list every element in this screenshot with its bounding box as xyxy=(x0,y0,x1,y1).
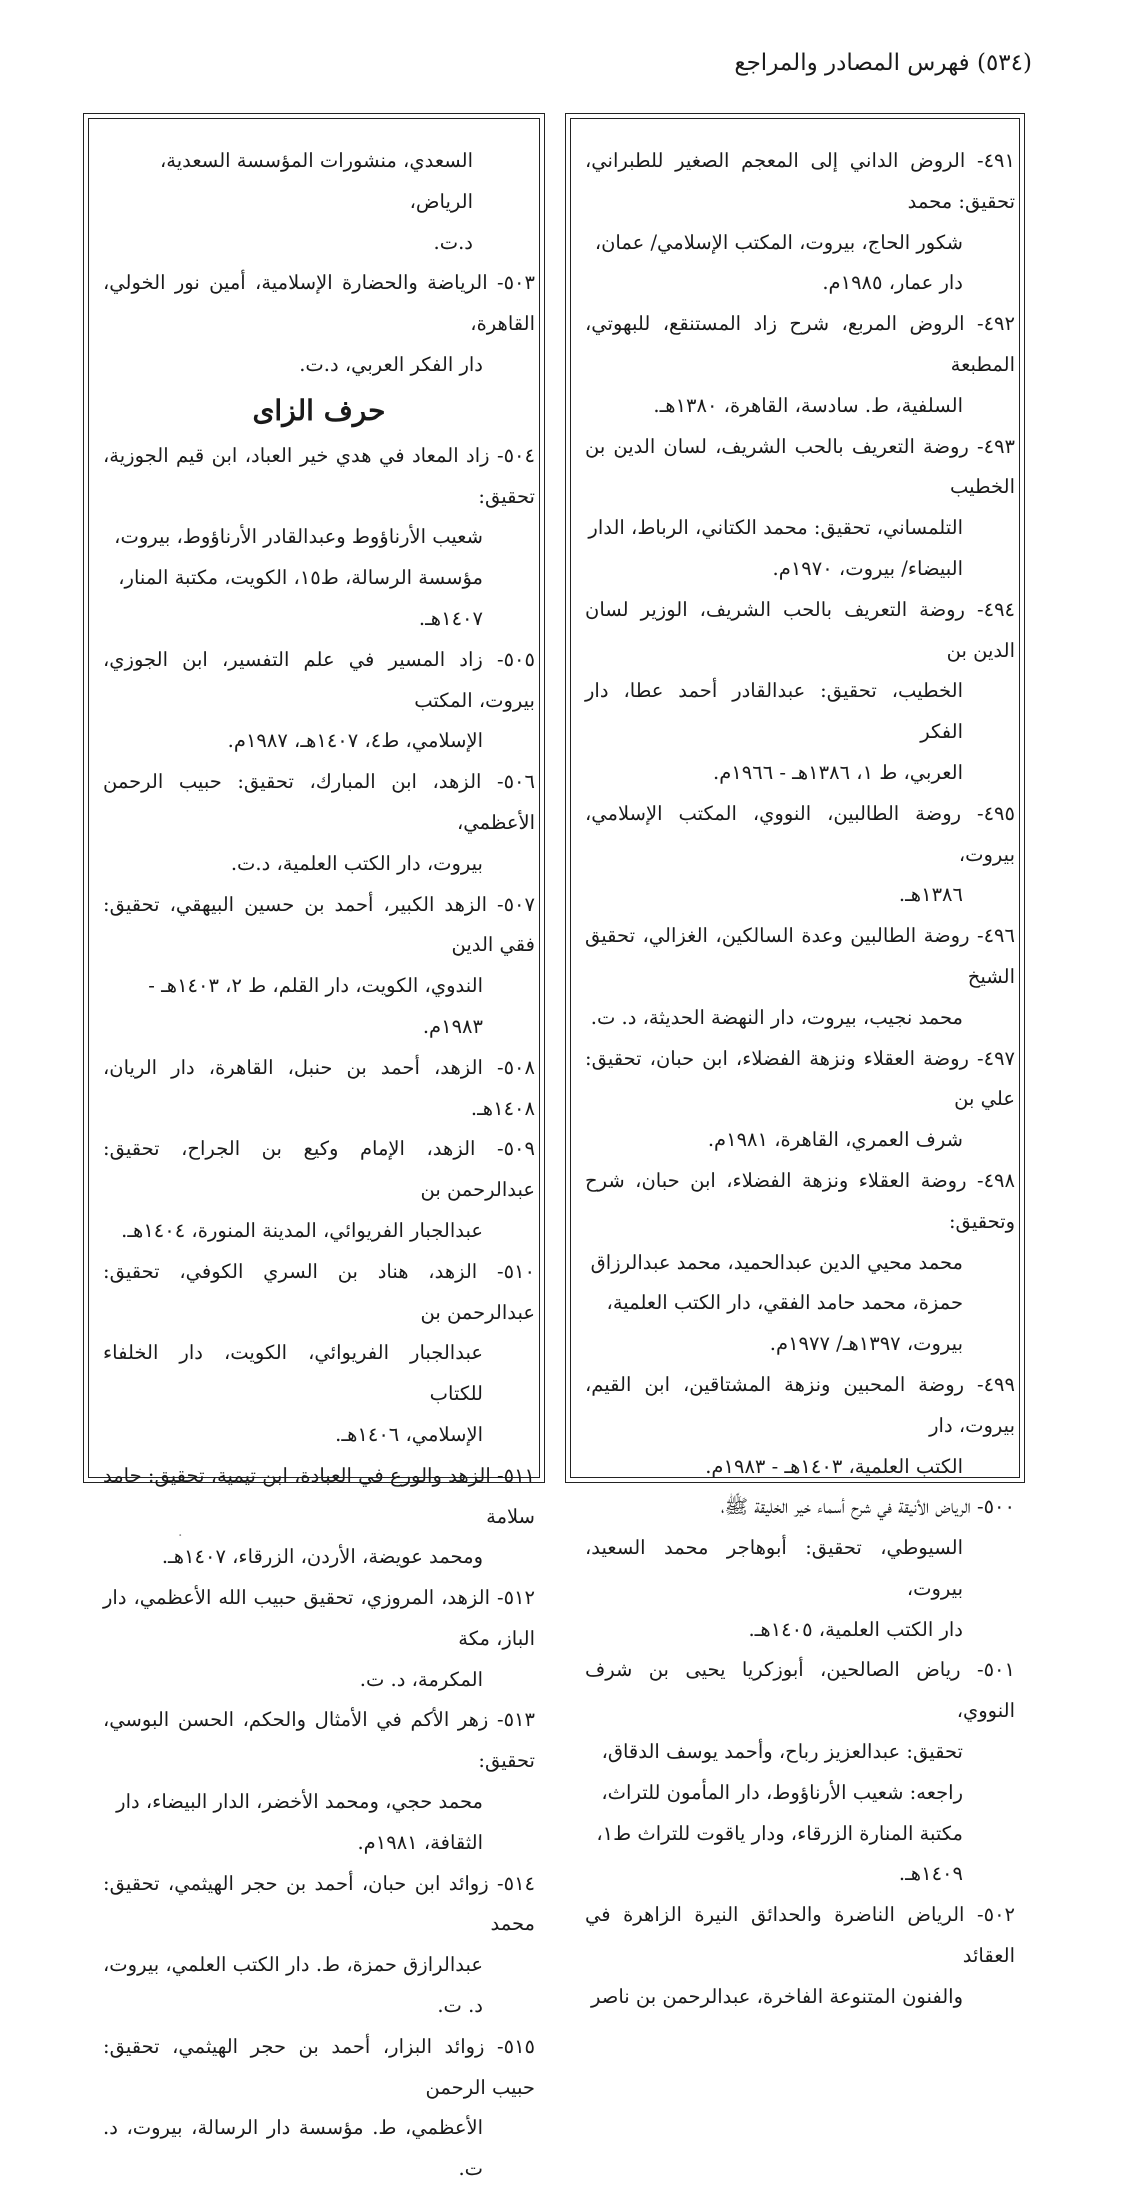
left-column xyxy=(88,118,540,2181)
entry-first-line xyxy=(585,1365,1015,1447)
bibliography-entry xyxy=(103,1578,535,1700)
entry-continuation-line: السيوطي، تحقيق: أبوهاجر محمد السعيد، بيروت، xyxy=(585,1536,963,1600)
bibliography-entry xyxy=(103,1048,535,1130)
entry-text: الرياضة والحضارة الإسلامية، أمين نور الخولي، القاهرة، xyxy=(103,271,535,336)
entry-number: ٥١٣- xyxy=(496,1708,535,1732)
bibliography-entry xyxy=(585,1039,1015,1161)
entry-continuation-line: الكتب العلمية، ١٤٠٣هـ - ١٩٨٣م. xyxy=(705,1454,963,1478)
entry-text: الزهد، الإمام وكيع بن الجراح، تحقيق: عبدالرحمن بن xyxy=(103,1137,535,1202)
entry-text: زوائد البزار، أحمد بن حجر الهيثمي، تحقيق: حبيب الرحمن xyxy=(103,2034,535,2099)
entry-number: ٥١٢- xyxy=(496,1586,535,1610)
entry-continuation-line: والفنون المتنوعة الفاخرة، عبدالرحمن بن ناصر xyxy=(591,1984,963,2008)
entry-first-line xyxy=(585,427,1015,509)
entry-first-line xyxy=(103,885,535,967)
entry-number: ٤٩٨- xyxy=(976,1168,1015,1192)
entry-number: ٤٩١- xyxy=(976,149,1015,172)
entry-text: روضة العقلاء ونزهة الفضلاء، ابن حبان، تحقيق: علي بن xyxy=(585,1046,1015,1111)
entry-number: ٤٩٦- xyxy=(976,924,1015,948)
bibliography-entry xyxy=(103,2027,535,2190)
entry-first-line xyxy=(585,1487,1015,1528)
entry-text: الزهد الكبير، أحمد بن حسين البيهقي، تحقيق: فقي الدين xyxy=(103,892,535,957)
entry-continuation-line: شعيب الأرناؤوط وعبدالقادر الأرناؤوط، بيروت، xyxy=(114,525,483,549)
entry-number: ٥١٤- xyxy=(497,1871,536,1895)
entry-text: روضة الطالبين، النووي، المكتب الإسلامي، بيروت، xyxy=(585,801,1015,866)
entry-continuation-line: عبدالجبار الفريوائي، الكويت، دار الخلفاء للكتاب xyxy=(103,1341,483,1406)
entry-number: ٤٩٥- xyxy=(976,801,1015,825)
entry-first-line xyxy=(103,1700,535,1782)
entry-continuation-line: شكور الحاج، بيروت، المكتب الإسلامي/ عمان، xyxy=(594,230,963,254)
entry-number: ٥٠٩- xyxy=(496,1137,535,1161)
bibliography-entry xyxy=(585,141,1015,304)
entry-number: ٤٩٤- xyxy=(977,597,1016,621)
entry-number: ٥١٥- xyxy=(497,2034,536,2058)
continuation-line-2: د.ت. xyxy=(433,230,473,254)
entry-continuation-line: راجعه: شعيب الأرناؤوط، دار المأمون للتراث، xyxy=(601,1780,963,1804)
bibliography-entry xyxy=(103,885,535,1048)
entry-text: روضة المحبين ونزهة المشتاقين، ابن القيم، بيروت، دار xyxy=(585,1372,1015,1437)
bibliography-entry xyxy=(103,263,535,385)
entry-continuation-line: البيضاء/ بيروت، ١٩٧٠م. xyxy=(772,556,963,580)
entry-continuation-line: عبدالجبار الفريوائي، المدينة المنورة، ١٤٠٤هـ. xyxy=(121,1218,483,1242)
bibliography-entry xyxy=(103,436,535,640)
entry-text: روضة العقلاء ونزهة الفضلاء، ابن حبان، شرح وتحقيق: xyxy=(585,1168,1015,1233)
entry-number: ٥٠٦- xyxy=(496,770,535,794)
entry-first-line xyxy=(585,1161,1015,1243)
entry-text: روضة التعريف بالحب الشريف، الوزير لسان الدين بن xyxy=(585,597,1015,662)
entry-text: رياض الصالحين، أبوزكريا يحيى بن شرف النووي، xyxy=(585,1658,1015,1723)
bibliography-entry xyxy=(103,1456,535,1578)
entry-number: ٥٠٥- xyxy=(496,647,535,671)
entry-first-line xyxy=(103,1252,535,1334)
entry-number: ٤٩٢- xyxy=(976,312,1015,336)
entry-continuation-line: التلمساني، تحقيق: محمد الكتاني، الرباط، الدار xyxy=(588,516,963,540)
bibliography-entry xyxy=(585,1487,1015,1650)
entry-continuation-line: المكرمة، د. ت. xyxy=(359,1667,483,1691)
entry-number: ٥٠٤- xyxy=(496,443,535,467)
entry-continuation-line: دار عمار، ١٩٨٥م. xyxy=(822,271,963,295)
entry-continuation-line: ١٩٨٣م. xyxy=(422,1014,483,1038)
entry-text: الروض المربع، شرح زاد المستنقع، للبهوتي، المطبعة xyxy=(585,312,1015,376)
bibliography-entry xyxy=(103,640,535,762)
entry-continuation-line: بيروت، دار الكتب العلمية، د.ت. xyxy=(230,851,483,875)
entry-text: الروض الداني إلى المعجم الصغير للطبراني، تحقيق: محمد xyxy=(585,149,1015,213)
entry-text: الزهد، هناد بن السري الكوفي، تحقيق: عبدالرحمن بن xyxy=(103,1259,535,1324)
entry-continuation-line: مكتبة المنارة الزرقاء، ودار ياقوت للتراث ط١، xyxy=(596,1821,963,1845)
entry-first-line xyxy=(585,1039,1015,1121)
bibliography-entry xyxy=(585,590,1015,794)
bibliography-entry xyxy=(585,304,1015,426)
entry-number: ٥٠٢- xyxy=(977,1903,1016,1927)
bibliography-entry xyxy=(585,794,1015,916)
section-heading: حرف الزاى xyxy=(252,393,386,427)
entry-continuation-line: الإسلامي، ١٤٠٦هـ. xyxy=(335,1422,483,1446)
entry-continuation-line: العربي، ط ١، ١٣٨٦هـ - ١٩٦٦م. xyxy=(713,760,963,784)
bibliography-entry xyxy=(103,1864,535,2027)
entry-continuation-line: شرف العمري، القاهرة، ١٩٨١م. xyxy=(707,1128,963,1152)
entry-number: ٤٩٩- xyxy=(976,1372,1015,1396)
entry-continuation-line: محمد حجي، ومحمد الأخضر، الدار البيضاء، دار xyxy=(116,1790,483,1814)
entry-first-line xyxy=(103,436,535,518)
bibliography-entry xyxy=(585,427,1015,590)
entry-continuation-line: الخطيب، تحقيق: عبدالقادر أحمد عطا، دار الفكر xyxy=(585,679,963,744)
entry-text: زاد المعاد في هدي خير العباد، ابن قيم الجوزية، تحقيق: xyxy=(103,443,535,508)
entry-text: الرياض الناضرة والحدائق النيرة الزاهرة في العقائد xyxy=(585,1903,1015,1968)
entry-number: ٥٠٠- xyxy=(976,1495,1015,1519)
entry-continuation-line: دار الكتب العلمية، ١٤٠٥هـ. xyxy=(748,1617,963,1641)
entry-continuation-line: ١٤٠٩هـ. xyxy=(898,1862,963,1886)
entry-continuation-line: ١٣٨٦هـ. xyxy=(898,883,963,907)
entry-continuation-line: ١٤٠٧هـ. xyxy=(418,606,483,630)
entry-first-line xyxy=(103,1864,535,1946)
entry-text: روضة الطالبين وعدة السالكين، الغزالي، تحقيق الشيخ xyxy=(585,924,1015,988)
continuation-line-1: السعدي، منشورات المؤسسة السعدية، الرياض، xyxy=(159,149,473,213)
entry-continuation-line: الأعظمي، ط. مؤسسة دار الرسالة، بيروت، د. ت. xyxy=(103,2116,483,2181)
entry-first-line xyxy=(103,1129,535,1211)
entry-number: ٥٠١- xyxy=(976,1658,1015,1682)
entry-continuation-line: حمزة، محمد حامد الفقي، دار الكتب العلمية، xyxy=(606,1291,963,1315)
entry-number: ٥٠٣- xyxy=(496,271,535,295)
entry-first-line xyxy=(103,2027,535,2109)
entry-first-line xyxy=(585,1895,1015,1977)
entry-continuation-line: محمد نجيب، بيروت، دار النهضة الحديثة، د. ت. xyxy=(590,1005,963,1029)
entry-text: الزهد، أحمد بن حنبل، القاهرة، دار الريان، ١٤٠٨هـ. xyxy=(103,1055,535,1120)
entry-number: ٥٠٧- xyxy=(496,892,535,916)
entry-text: زهر الأكم في الأمثال والحكم، الحسن البوسي، تحقيق: xyxy=(103,1708,535,1773)
entry-continuation-line: السلفية، ط. سادسة، القاهرة، ١٣٨٠هـ. xyxy=(653,393,963,417)
entry-first-line xyxy=(103,1578,535,1660)
entry-first-line xyxy=(103,1048,535,1130)
right-column xyxy=(570,118,1020,2008)
entry-text: زوائد ابن حبان، أحمد بن حجر الهيثمي، تحقيق: محمد xyxy=(103,1871,535,1936)
entry-text: الزهد، المروزي، تحقيق حبيب الله الأعظمي، دار الباز، مكة xyxy=(103,1586,535,1650)
left-column-frame xyxy=(83,113,545,2181)
entry-text: روضة التعريف بالحب الشريف، لسان الدين بن الخطيب xyxy=(585,434,1015,499)
bibliography-entry xyxy=(585,1650,1015,1895)
page-title: (٥٣٤) فهرس المصادر والمراجع xyxy=(734,50,1032,76)
entry-continuation-line: دار الفكر العربي، د.ت. xyxy=(299,352,483,376)
entry-first-line xyxy=(585,1650,1015,1732)
bibliography-entry xyxy=(585,916,1015,1038)
entry-text: الزهد، ابن المبارك، تحقيق: حبيب الرحمن الأعظمي، xyxy=(103,770,535,834)
entry-first-line xyxy=(103,762,535,844)
bibliography-entry xyxy=(585,1365,1015,1487)
entry-continuation-line: ومحمد عويضة، الأردن، الزرقاء، ١٤٠٧هـ. xyxy=(161,1545,483,1569)
entry-number: ٥٠٨- xyxy=(496,1055,535,1079)
entry-first-line xyxy=(585,916,1015,998)
entry-text: الرياض الأنيقة في شرح أسماء خير الخليقة ﷺ، xyxy=(720,1495,971,1519)
bibliography-entry xyxy=(585,1895,1015,2017)
entry-continuation-line: تحقيق: عبدالعزيز رباح، وأحمد يوسف الدقاق، xyxy=(601,1740,963,1764)
entry-continuation-line: الإسلامي، ط٤، ١٤٠٧هـ، ١٩٨٧م. xyxy=(227,729,483,753)
entry-first-line xyxy=(103,640,535,722)
footer-mark: . xyxy=(178,1524,183,1540)
entry-text: زاد المسير في علم التفسير، ابن الجوزي، بيروت، المكتب xyxy=(103,647,535,712)
entry-continuation-line: محمد محيي الدين عبدالحميد، محمد عبدالرزاق xyxy=(590,1250,963,1274)
bibliography-entry xyxy=(103,1129,535,1251)
entry-number: ٥١٠- xyxy=(496,1259,535,1283)
entry-first-line xyxy=(585,794,1015,876)
entry-first-line xyxy=(585,141,1015,223)
entry-continuation-line: الندوي، الكويت، دار القلم، ط ٢، ١٤٠٣هـ - xyxy=(148,974,483,998)
bibliography-entry xyxy=(103,1252,535,1456)
bibliography-entry xyxy=(103,1700,535,1863)
entry-continuation-line: مؤسسة الرسالة، ط١٥، الكويت، مكتبة المنار، xyxy=(118,566,483,590)
entry-first-line xyxy=(103,1456,535,1538)
bibliography-entry xyxy=(585,1161,1015,1365)
entry-first-line xyxy=(585,590,1015,672)
entry-first-line xyxy=(103,263,535,345)
bibliography-entry xyxy=(103,762,535,884)
entry-first-line xyxy=(585,304,1015,386)
entry-number: ٤٩٧- xyxy=(977,1046,1016,1070)
entry-number: ٤٩٣- xyxy=(977,434,1016,458)
entry-text: الزهد والورع في العبادة، ابن تيمية، تحقيق: حامد سلامة xyxy=(103,1463,535,1528)
entry-number: ٥١١- xyxy=(497,1463,536,1487)
right-column-frame xyxy=(565,113,1025,2008)
entry-continuation-line: الثقافة، ١٩٨١م. xyxy=(357,1830,483,1854)
entry-continuation-line: عبدالرازق حمزة، ط. دار الكتب العلمي، بيروت، د. ت. xyxy=(103,1953,483,2018)
entry-continuation-line: بيروت، ١٣٩٧هـ/ ١٩٧٧م. xyxy=(769,1332,963,1356)
